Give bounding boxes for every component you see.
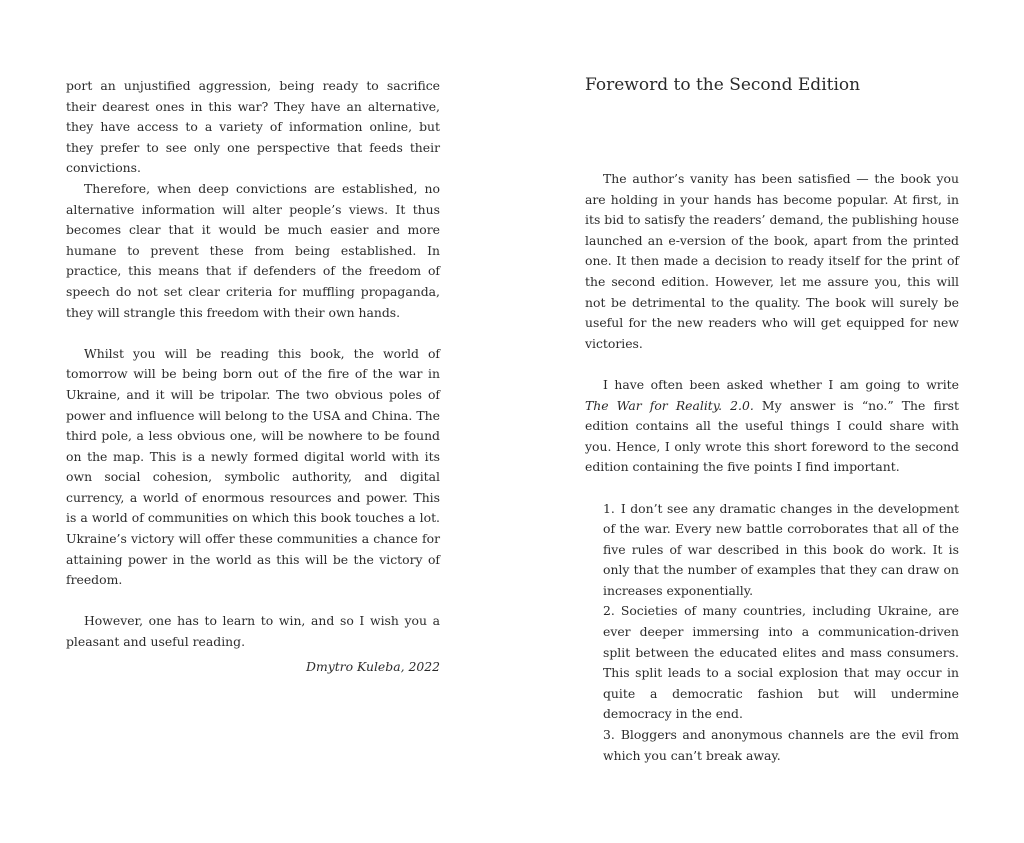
paragraph-2-lead: I have often been asked whether I am going to write <box>603 376 959 392</box>
paragraph-gap <box>585 478 959 499</box>
paragraph-gap <box>66 323 440 344</box>
list-item <box>603 601 959 725</box>
points-list <box>585 499 959 767</box>
list-item <box>603 725 959 766</box>
left-paragraph-2: Therefore, when deep convictions are established, no alternative information will alter people’s views. It thus becomes clear that it would be much easier and more humane to prevent these from being established. In practice, this means that if defenders of the freedom of speech do not set clear criteria for muffling propaganda, they will strangle this freedom with their own hands. <box>66 180 440 320</box>
list-item-number: 2. <box>603 603 615 619</box>
paragraph-gap <box>66 591 440 612</box>
left-paragraph-3: Whilst you will be reading this book, the world of tomorrow will be being born out of the fire of the war in Ukraine, and it will be tripolar. The two obvious poles of power and influence will belong to the USA and China. The third pole, a less obvious one, will be nowhere to be found on the map. This is a newly formed digital world with its own social cohesion, symbolic authority, and digital currency, a world of enormous resources and power. This is a world of communities on which this book touches a lot. Ukraine’s victory will offer these communities a chance for attaining power in the world as this will be the victory of freedom. <box>66 345 440 588</box>
list-item-text: I don’t see any dramatic changes in the development of the war. Every new battle corroborates that all of the five rules of war described in this book do work. It is only that the number of examples that they can draw on increases exponentially. <box>603 500 959 598</box>
list-item-number: 1. <box>603 500 615 516</box>
book-title: The War for Reality. 2.0. <box>585 397 754 413</box>
paragraph-gap <box>585 354 959 375</box>
chapter-title: Foreword to the Second Edition <box>585 75 861 95</box>
right-paragraph-1: The author’s vanity has been satisfied — the book you are holding in your hands has become popular. At first, in its bid to satisfy the readers’ demand, the publishing house launched an e-version of the book, apart from the printed one. It then made a decision to ready itself for the print of the second edition. However, let me assure you, this will not be detrimental to the quality. The book will surely be useful for the new readers who will get equipped for new victories. <box>585 171 959 351</box>
left-paragraph-1: port an unjustified aggression, being ready to sacrifice their dearest ones in this war? They have an alternative, they have access to a variety of information online, but they prefer to see only one perspective that feeds their convictions. <box>66 78 440 176</box>
title-gap <box>585 98 959 169</box>
left-page <box>66 76 440 843</box>
author-signature: Dmytro Kuleba, 2022 <box>306 658 440 674</box>
list-item-text: Bloggers and anonymous channels are the evil from which you can’t break away. <box>603 727 959 763</box>
list-item-text: Societies of many countries, including Ukraine, are ever deeper immersing into a communication-driven split between the educated elites and mass consumers. This split leads to a social explosion that may occur in quite a democratic fashion but will undermine democracy in the end. <box>603 603 959 722</box>
left-paragraph-4: However, one has to learn to win, and so I wish you a pleasant and useful reading. <box>66 613 440 650</box>
list-item <box>603 499 959 602</box>
right-page <box>585 72 959 839</box>
paragraph-2-rest: My answer is “no.” The first edition contains all the useful things I could share with you. Hence, I only wrote this short foreword to the second edition containing the five points I find important. <box>585 397 959 475</box>
list-item-number: 3. <box>603 727 615 743</box>
right-paragraph-2 <box>585 375 959 478</box>
